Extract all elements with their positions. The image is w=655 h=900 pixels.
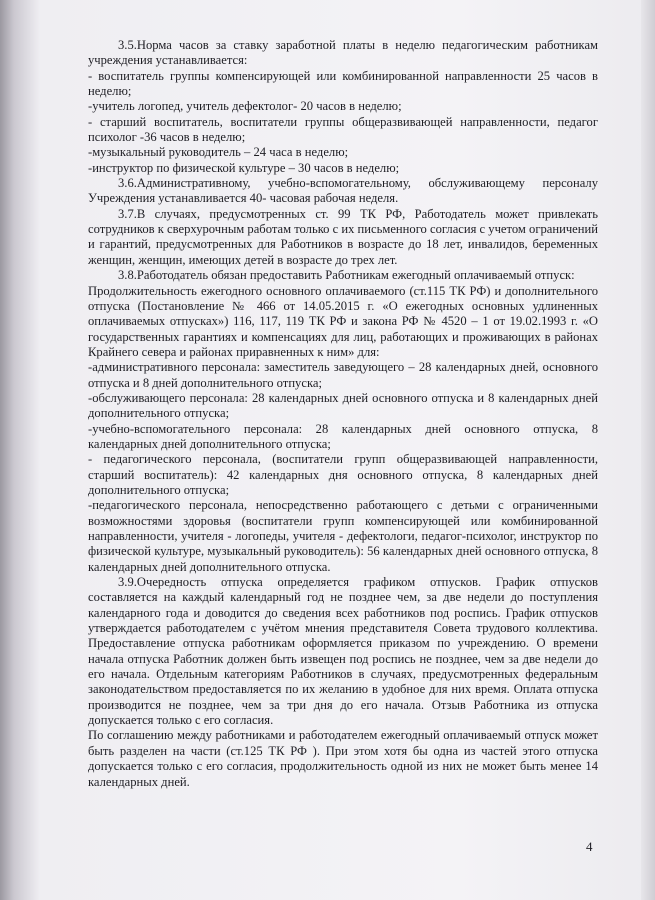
list-item: -инструктор по физической культуре – 30 часов в неделю; [88, 160, 400, 175]
page-number: 4 [586, 839, 593, 854]
list-item: -административного персонала: заместитель заведующего – 28 календарных дней, основного отпуска и 8 дней дополнительного отпуска; [88, 360, 598, 390]
page-edge-shadow [641, 0, 655, 900]
paragraph-duration: Продолжительность ежегодного основного оплачиваемого (ст.115 ТК РФ) и дополнительного отпуска (Постановление № 466 от 14.05.2015 г. «О ежегодных основных удлиненных оплачиваемых отпусках») 116, 117, 119 ТК РФ и закона РФ № 4520 – 1 от 19.02.1993 г. «О государственных гарантиях и компенсациях для лиц, работающих и проживающих в районах Крайнего севера и районах приравненных к ним» для: [88, 283, 598, 359]
paragraph-agreement: По соглашению между работниками и работодателем ежегодный оплачиваемый отпуск может быть разделен на части (ст.125 ТК РФ ). При этом хотя бы одна из частей этого отпуска допускается только с его согласия, продолжительность одной из них не может быть менее 14 календарных дней. [88, 728, 598, 789]
list-item: -учебно-вспомогательного персонала: 28 календарных дней основного отпуска, 8 календарных дней дополнительного отпуска; [88, 421, 598, 451]
document-body [88, 38, 598, 790]
list-item: - педагогического персонала, (воспитатели групп общеразвивающей направленности, старший воспитатель): 42 календарных дня основного отпуска, 8 календарных дней дополнительного отпуска; [88, 452, 598, 497]
list-item: -учитель логопед, учитель дефектолог- 20 часов в неделю; [88, 99, 402, 114]
paragraph-3-6: 3.6.Административному, учебно-вспомогательному, обслуживающему персоналу Учреждения устанавливается 40- часовая рабочая неделя. [88, 176, 598, 206]
paragraph-3-8: 3.8.Работодатель обязан предоставить Работникам ежегодный оплачиваемый отпуск: [118, 268, 575, 283]
list-item: - старший воспитатель, воспитатели группы общеразвивающей направленности, педагог психолог -36 часов в неделю; [88, 114, 598, 145]
list-item: -обслуживающего персонала: 28 календарных дней основного отпуска и 8 календарных дней дополнительного отпуска; [88, 390, 598, 421]
list-item: -педагогического персонала, непосредственно работающего с детьми с ограниченными возможностями здоровья (воспитатели групп компенсирующей или комбинированной направленности, учителя - логопеды, учителя - дефектологи, педагог-психолог, инструктор по физической культуре, музыкальный руководитель): 56 календарных дней основного отпуска, 8 календарных дней дополнительного отпуска. [88, 498, 598, 574]
list-item: -музыкальный руководитель – 24 часа в неделю; [88, 145, 349, 160]
paragraph-3-9: 3.9.Очередность отпуска определяется графиком отпусков. График отпусков составляется на каждый календарный год не позднее чем, за две недели до поступления календарного года и доводится до сведения всех работников под роспись. График отпусков утверждается работодателем с учётом мнения представителя Совета трудового коллектива. Предоставление отпуска работникам оформляется приказом по учреждению. О времени начала отпуска Работник должен быть извещен под роспись не позднее, чем за две недели до его начала. Отдельным категориям Работников в случаях, предусмотренных федеральным законодательством предоставляется по их желанию в удобное для них время. Оплата отпуска производится не позднее, чем за три дня до его начала. Отзыв Работника из отпуска допускается только с его согласия. [88, 575, 598, 728]
paragraph-3-7: 3.7.В случаях, предусмотренных ст. 99 ТК РФ, Работодатель может привлекать сотрудников к сверхурочным работам только с их письменного согласия с учетом ограничений и гарантий, предусмотренных для Работников в возрасте до 18 лет, инвалидов, беременных женщин, женщин, имеющих детей в возрасте до трех лет. [88, 206, 598, 267]
paragraph-3-5: 3.5.Норма часов за ставку заработной платы в неделю педагогическим работникам учреждения устанавливается: [88, 38, 598, 68]
list-item: - воспитатель группы компенсирующей или комбинированной направленности 25 часов в неделю; [88, 68, 598, 99]
